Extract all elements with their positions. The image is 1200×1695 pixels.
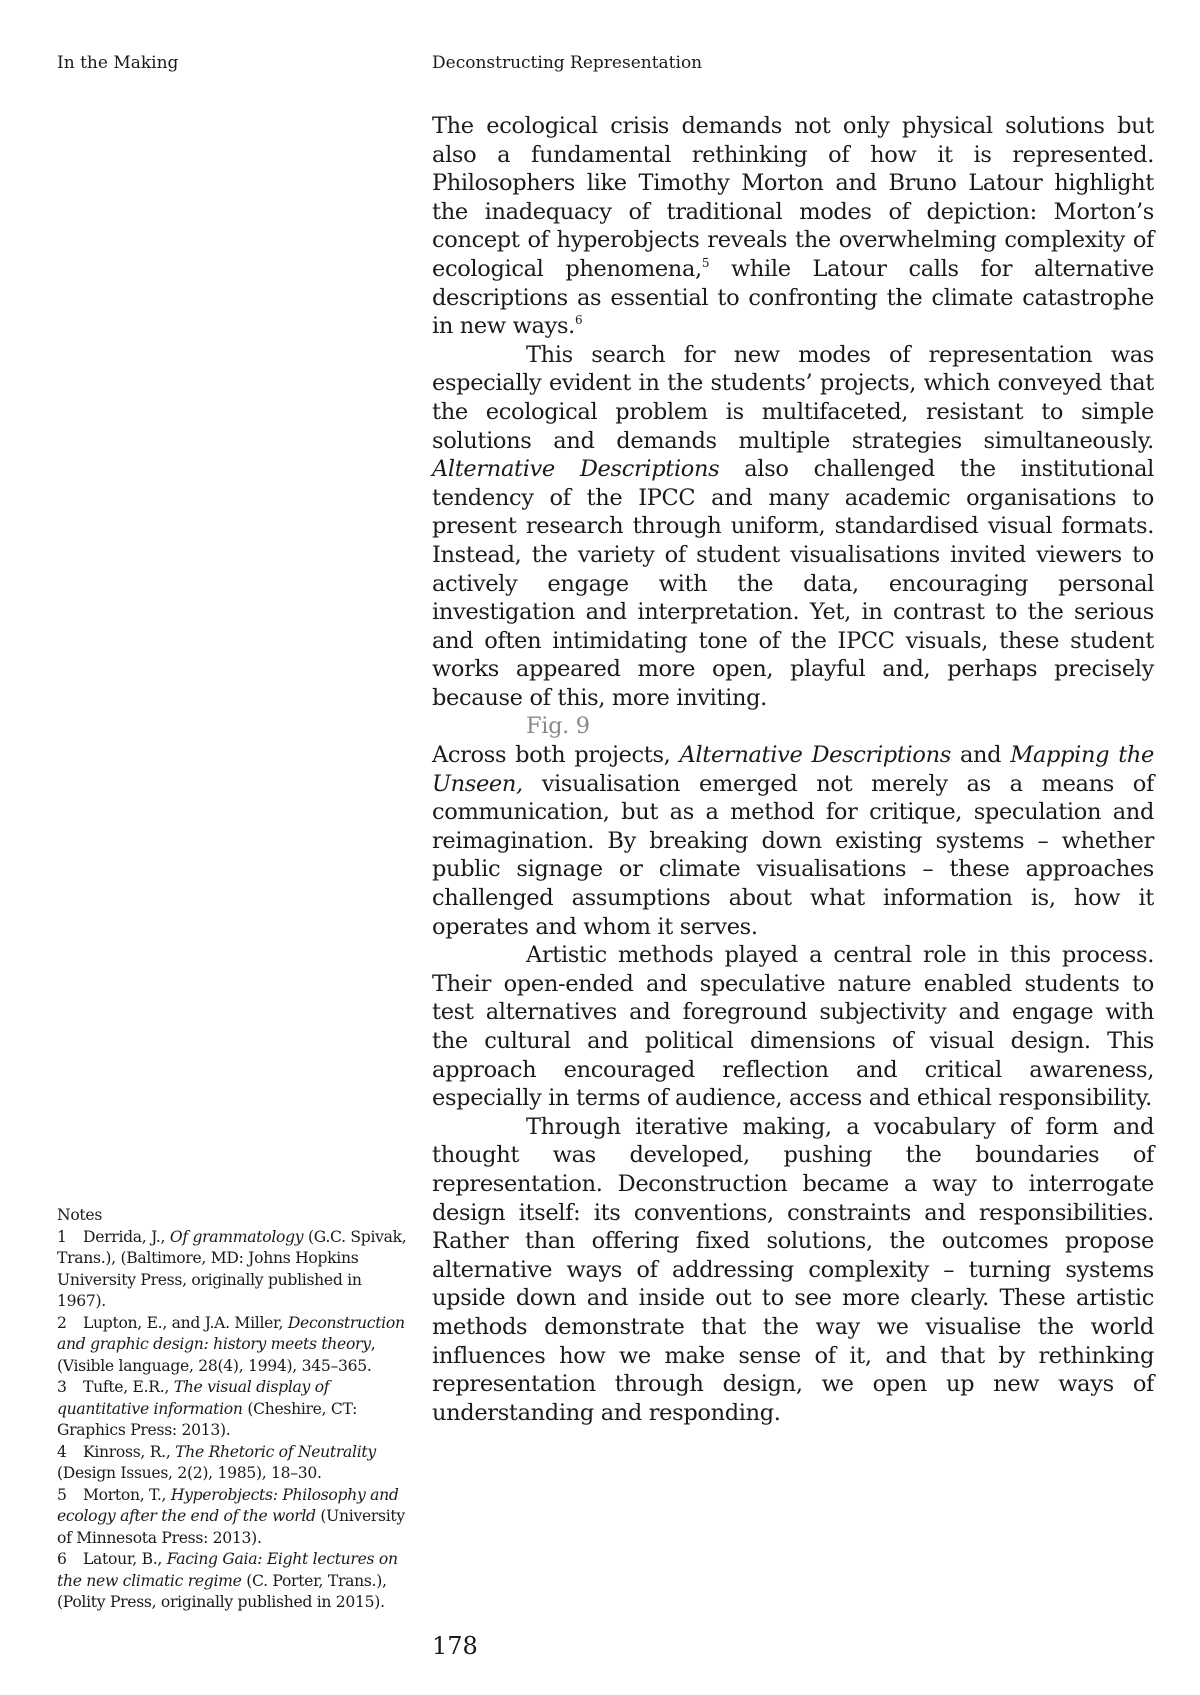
note-text-b: (G.C. Spivak, Trans.), (Baltimore, MD: Johns Hopkins University Press, originally published in 1967). xyxy=(57,1227,407,1310)
note-number: 3 xyxy=(57,1378,67,1396)
note-text-b: (C. Porter, Trans.), (Polity Press, originally published in 2015). xyxy=(57,1571,387,1611)
note-item xyxy=(57,1377,407,1442)
footnote-ref-5: 5 xyxy=(701,255,710,270)
paragraph-2 xyxy=(432,341,1154,713)
note-text-b: (Cheshire, CT: Graphics Press: 2013). xyxy=(57,1399,358,1439)
note-number: 6 xyxy=(57,1550,67,1568)
note-item xyxy=(57,1442,407,1485)
note-number: 1 xyxy=(57,1227,67,1246)
paragraph-3-italic-1: Alternative Descriptions xyxy=(679,742,951,769)
notes-section xyxy=(57,1205,407,1614)
note-item xyxy=(57,1313,407,1378)
note-text-a: Tufte, E.R., xyxy=(83,1378,174,1396)
note-title: Deconstruction and graphic design: history meets theory xyxy=(57,1313,405,1353)
running-header-right: Deconstructing Representation xyxy=(432,53,703,73)
note-number: 2 xyxy=(57,1313,67,1332)
note-text-a: Latour, B., xyxy=(83,1550,167,1568)
footnote-ref-6: 6 xyxy=(574,313,583,328)
paragraph-1-text-b: while Latour calls for alternative descriptions as essential to confronting the climate catastrophe in new ways. xyxy=(432,255,1154,340)
paragraph-3-text-c: visualisation emerged not merely as a means of communication, but as a method for critique, speculation and reimagination. By breaking down existing systems – whether public signage or climate visualisations – these approaches challenged assumptions about what information is, how it operates and whom it serves. xyxy=(432,770,1154,940)
main-text xyxy=(432,112,1154,1427)
note-item xyxy=(57,1227,407,1313)
paragraph-3-italic-2: Mapping the Unseen, xyxy=(432,742,1154,797)
note-number: 5 xyxy=(57,1485,67,1504)
paragraph-1-text-a: The ecological crisis demands not only physical solutions but also a fundamental rethinking of how it is represented. Philosophers like Timothy Morton and Bruno Latour highlight the inadequacy of traditional modes of depiction: Morton’s concept of hyperobjects reveals the overwhelming complexity of ecological phenomena, xyxy=(432,113,1154,282)
paragraph-2-text-a: This search for new modes of representation was especially evident in the students’ projects, which conveyed that the ecological problem is multifaceted, resistant to simple solutions and demands multiple strategies simultaneously. xyxy=(432,341,1154,454)
paragraph-2-text-b: also challenged the institutional tendency of the IPCC and many academic organisations to present research through uniform, standardised visual formats. Instead, the variety of student visualisations invited viewers to actively engage with the data, encouraging personal investigation and interpretation. Yet, in contrast to the serious and often intimidating tone of the IPCC visuals, these student works appeared more open, playful and, perhaps precisely because of this, more inviting. xyxy=(432,456,1154,711)
paragraph-3-text-b: and xyxy=(950,742,1011,769)
paragraph-2-italic: Alternative Descriptions xyxy=(432,456,720,483)
note-title: Of grammatology xyxy=(169,1227,304,1246)
note-text-b: (University of Minnesota Press: 2013). xyxy=(57,1507,405,1547)
paragraph-4: Artistic methods played a central role in this process. Their open-ended and speculative nature enabled students to test alternatives and foreground subjectivity and engage with the cultural and political dimensions of visual design. This approach encouraged reflection and critical awareness, especially in terms of audience, access and ethical responsibility. xyxy=(432,942,1154,1112)
page-number: 178 xyxy=(432,1632,478,1660)
paragraph-3-text-a: Across both projects, xyxy=(432,742,680,769)
note-title: Facing Gaia: Eight lectures on the new climatic regime xyxy=(57,1550,398,1590)
note-number: 4 xyxy=(57,1442,67,1461)
note-item xyxy=(57,1485,407,1550)
note-text-a: Morton, T., xyxy=(83,1485,171,1504)
note-text-a: Lupton, E., and J.A. Miller, xyxy=(83,1313,288,1332)
note-title: The Rhetoric of Neutrality xyxy=(175,1442,376,1461)
figure-reference: Fig. 9 xyxy=(526,713,590,740)
note-title: Hyperobjects: Philosophy and ecology after the end of the world xyxy=(57,1485,399,1525)
note-item xyxy=(57,1549,407,1614)
paragraph-1 xyxy=(432,112,1154,341)
note-text-a: Kinross, R., xyxy=(83,1442,176,1461)
note-text-b: , (Visible language, 28(4), 1994), 345–365. xyxy=(57,1335,376,1375)
running-header-left: In the Making xyxy=(57,53,179,73)
note-title: The visual display of quantitative information xyxy=(57,1378,330,1418)
paragraph-3 xyxy=(432,741,1154,941)
notes-title: Notes xyxy=(57,1206,103,1224)
paragraph-5: Through iterative making, a vocabulary of form and thought was developed, pushing the boundaries of representation. Deconstruction became a way to interrogate design itself: its conventions, constraints and responsibilities. Rather than offering fixed solutions, the outcomes propose alternative ways of addressing complexity – turning systems upside down and inside out to see more clearly. These artistic methods demonstrate that the way we visualise the world influences how we make sense of it, and that by rethinking representation through design, we open up new ways of understanding and responding. xyxy=(432,1113,1154,1426)
note-text-b: (Design Issues, 2(2), 1985), 18–30. xyxy=(57,1464,322,1482)
note-text-a: Derrida, J., xyxy=(83,1227,170,1246)
